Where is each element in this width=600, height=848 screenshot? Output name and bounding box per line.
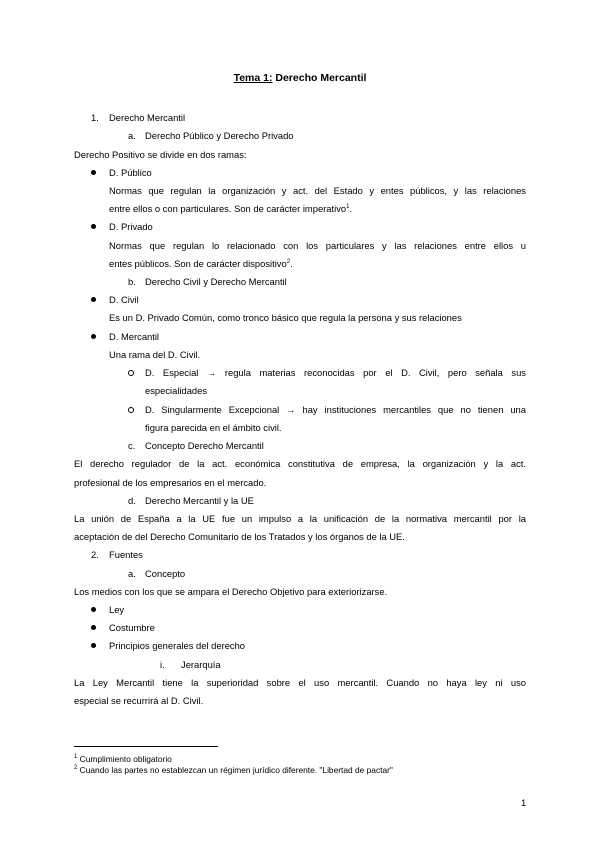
subsection-1c-letter: c.: [128, 440, 136, 451]
subsection-1b-letter: b.: [128, 276, 136, 287]
subsection-1d-heading: Derecho Mercantil y la UE: [145, 495, 254, 506]
footnote-1-text: Cumplimiento obligatorio: [77, 754, 172, 764]
section-1-number: 1.: [91, 112, 99, 123]
ue-text-line-1: La unión de España a la UE fue un impulso a la unificación de la normativa mercantil por la: [74, 513, 526, 524]
publico-text-line-1: Normas que regulan la organización y act. del Estado y entes públicos, y las relaciones: [109, 185, 526, 196]
title-label: Tema 1:: [233, 72, 273, 84]
intro-text: Derecho Positivo se divide en dos ramas:: [74, 149, 247, 160]
subsection-2a-letter: a.: [128, 568, 136, 579]
footnote-2-ref: 2: [74, 765, 78, 771]
publico-text: entre ellos o con particulares. Son de carácter imperativo: [109, 203, 347, 214]
concepto-text-line-1: El derecho regulador de la act. económica constitutiva de empresa, la organización y la act.: [74, 458, 526, 469]
footnote-1-ref: 1: [74, 754, 78, 760]
circle-bullet-icon: [128, 407, 134, 413]
civil-text: Es un D. Privado Común, como tronco básico que regula la persona y sus relaciones: [109, 312, 462, 323]
privado-text-end: .: [290, 258, 293, 269]
especial-text-line-1: D. Especial → regula materias reconocidas por el D. Civil, pero señala sus: [145, 367, 526, 378]
civil-heading: D. Civil: [109, 294, 139, 305]
ue-text-line-2: aceptación de del Derecho Comunitario de los Tratados y los órganos de la UE.: [74, 531, 405, 542]
section-1-heading: Derecho Mercantil: [109, 112, 186, 123]
publico-text-end: .: [349, 203, 353, 214]
bullet-icon: [91, 607, 96, 612]
footnote-ref-1[interactable]: 1: [346, 204, 350, 210]
section-2-heading: Fuentes: [109, 549, 143, 560]
subsection-1a-letter: a.: [128, 130, 136, 141]
bullet-icon: [91, 297, 96, 302]
publico-text-line-2: [109, 203, 352, 215]
singular-text-line-1: D. Singularmente Excepcional → hay instituciones mercantiles que no tienen una: [145, 404, 526, 415]
jerarquia-text-line-2: especial se recurrirá al D. Civil.: [74, 695, 204, 706]
subsection-2ai-heading: Jerarquía: [181, 659, 221, 670]
subsection-1b-heading: Derecho Civil y Derecho Mercantil: [145, 276, 287, 287]
subsection-2ai-numeral: i.: [160, 659, 165, 670]
subsection-1d-letter: d.: [128, 495, 136, 506]
footnote-ref-2[interactable]: 2: [286, 259, 291, 265]
bullet-icon: [91, 334, 96, 339]
circle-bullet-icon: [128, 370, 134, 376]
bullet-icon: [91, 643, 96, 648]
bullet-icon: [91, 625, 96, 630]
mercantil-text: Una rama del D. Civil.: [109, 349, 201, 360]
list-item: Principios generales del derecho: [109, 640, 246, 651]
list-item: Ley: [109, 604, 125, 615]
footnote-2: [74, 764, 393, 776]
medios-text: Los medios con los que se ampara el Derecho Objetivo para exteriorizarse.: [74, 586, 388, 597]
footnote-2-text: Cuando las partes no establezcan un régimen jurídico diferente. "Libertad de pactar": [77, 765, 393, 775]
especial-text-line-2: especialidades: [145, 385, 208, 396]
singular-text-line-2: figura parecida en el ámbito civil.: [145, 422, 282, 433]
page-number: 1: [521, 797, 527, 808]
subsection-2a-heading: Concepto: [145, 568, 186, 579]
title-text: Derecho Mercantil: [272, 72, 367, 84]
privado-text-line-1: Normas que regulan lo relacionado con los particulares y las relaciones entre ellos u: [109, 240, 526, 251]
bullet-icon: [91, 224, 96, 229]
privado-text-line-2: [109, 258, 293, 270]
list-item: Costumbre: [109, 622, 155, 633]
concepto-text-line-2: profesional de los empresarios en el mercado.: [74, 477, 267, 488]
privado-text: entes públicos. Son de carácter dispositivo: [109, 258, 287, 269]
section-2-number: 2.: [91, 549, 99, 560]
publico-heading: D. Público: [109, 167, 152, 178]
mercantil-heading: D. Mercantil: [109, 331, 160, 342]
footnote-separator: [74, 746, 218, 747]
subsection-1a-heading: Derecho Público y Derecho Privado: [145, 130, 294, 141]
privado-heading: D. Privado: [109, 221, 153, 232]
subsection-1c-heading: Concepto Derecho Mercantil: [145, 440, 264, 451]
jerarquia-text-line-1: La Ley Mercantil tiene la superioridad sobre el uso mercantil. Cuando no haya ley ni uso: [74, 677, 526, 688]
page-title: [0, 72, 600, 84]
bullet-icon: [91, 170, 96, 175]
